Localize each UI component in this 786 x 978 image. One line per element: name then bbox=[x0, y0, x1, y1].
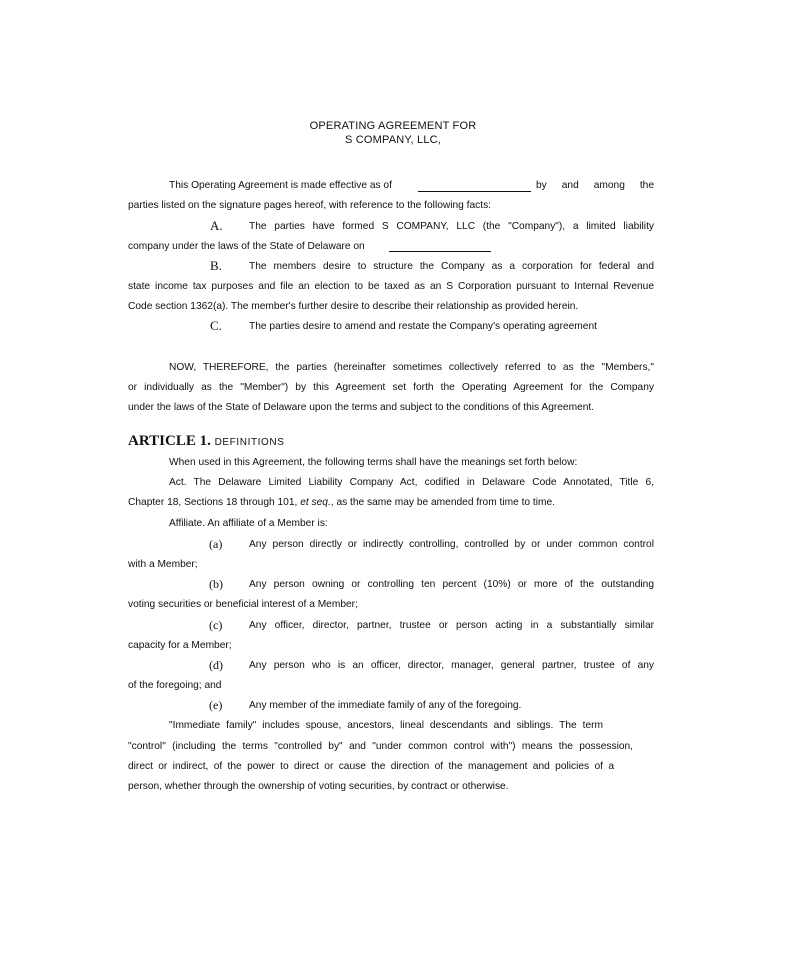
affiliate-definition: Affiliate. An affiliate of a Member is: bbox=[169, 518, 328, 529]
act-definition-line2-end: , as the same may be amended from time to time. bbox=[330, 497, 556, 508]
fact-c-line1: The parties desire to amend and restate the Company's operating agreement bbox=[249, 321, 597, 332]
intro-text-end: by and among the bbox=[536, 180, 654, 191]
intro-text-start: This Operating Agreement is made effective as of bbox=[169, 180, 392, 191]
article-1-title: DEFINITIONS bbox=[214, 437, 285, 448]
therefore-line1: NOW, THEREFORE, the parties (hereinafter sometimes collectively referred to as the "Members," bbox=[169, 362, 654, 373]
affiliate-item-c-label: (c) bbox=[209, 618, 223, 632]
affiliate-item-d-line2: of the foregoing; and bbox=[128, 680, 222, 691]
act-definition-line2 bbox=[128, 496, 555, 510]
affiliate-item-c-line1: Any officer, director, partner, trustee or person acting in a substantially similar bbox=[249, 620, 654, 631]
act-definition-line1: Act. The Delaware Limited Liability Company Act, codified in Delaware Code Annotated, Title 6, bbox=[169, 477, 654, 488]
therefore-line2: or individually as the "Member") by this Agreement set forth the Operating Agreement for the Company bbox=[128, 382, 654, 393]
affiliate-item-c-line2: capacity for a Member; bbox=[128, 640, 232, 651]
fact-a-letter: A. bbox=[210, 218, 223, 233]
immediate-family-line4: person, whether through the ownership of voting securities, by contract or otherwise. bbox=[128, 781, 509, 792]
affiliate-item-b-line2: voting securities or beneficial interest of a Member; bbox=[128, 599, 358, 610]
fact-a-line2: company under the laws of the State of Delaware on bbox=[128, 241, 365, 252]
effective-date-blank bbox=[418, 181, 531, 192]
fact-c-letter: C. bbox=[210, 318, 222, 333]
intro-line2: parties listed on the signature pages hereof, with reference to the following facts: bbox=[128, 200, 491, 211]
affiliate-item-a-line1: Any person directly or indirectly controlling, controlled by or under common control bbox=[249, 539, 654, 550]
act-definition-line2-start: Chapter 18, Sections 18 through 101, bbox=[128, 497, 298, 508]
affiliate-item-b-label: (b) bbox=[209, 577, 223, 591]
fact-b-line3: Code section 1362(a). The member's further desire to describe their relationship as provided herein. bbox=[128, 301, 579, 312]
fact-a-line1: The parties have formed S COMPANY, LLC (the "Company"), a limited liability bbox=[249, 221, 654, 232]
immediate-family-line2: "control" (including the terms "controlled by" and "under common control with") means the possession, bbox=[128, 741, 633, 752]
article-1-heading bbox=[128, 432, 285, 452]
affiliate-item-e-line1: Any member of the immediate family of any of the foregoing. bbox=[249, 700, 522, 711]
fact-b-line2: state income tax purposes and file an election to be taxed as an S Corporation pursuant to Internal Revenue bbox=[128, 281, 654, 292]
article-1-number: ARTICLE 1. bbox=[128, 433, 211, 449]
document-title-line2: S COMPANY, LLC, bbox=[344, 134, 442, 146]
definitions-intro: When used in this Agreement, the following terms shall have the meanings set forth below: bbox=[169, 457, 578, 468]
document-title-line1: OPERATING AGREEMENT FOR bbox=[309, 120, 477, 132]
immediate-family-line3: direct or indirect, of the power to direct or cause the direction of the management and policies of a bbox=[128, 761, 614, 772]
affiliate-item-d-line1: Any person who is an officer, director, manager, general partner, trustee of any bbox=[249, 660, 654, 671]
affiliate-item-b-line1: Any person owning or controlling ten percent (10%) or more of the outstanding bbox=[249, 579, 654, 590]
affiliate-item-a-line2: with a Member; bbox=[128, 559, 198, 570]
affiliate-item-e-label: (e) bbox=[209, 698, 223, 712]
affiliate-item-d-label: (d) bbox=[209, 658, 223, 672]
immediate-family-line1: "Immediate family" includes spouse, ancestors, lineal descendants and siblings. The term bbox=[169, 720, 603, 731]
formation-date-blank bbox=[389, 241, 491, 252]
therefore-line3: under the laws of the State of Delaware upon the terms and subject to the conditions of this Agreement. bbox=[128, 402, 595, 413]
fact-b-line1: The members desire to structure the Company as a corporation for federal and bbox=[249, 261, 654, 272]
act-definition-et-seq: et seq. bbox=[300, 497, 331, 508]
affiliate-item-a-label: (a) bbox=[209, 537, 223, 551]
fact-b-letter: B. bbox=[210, 258, 222, 273]
